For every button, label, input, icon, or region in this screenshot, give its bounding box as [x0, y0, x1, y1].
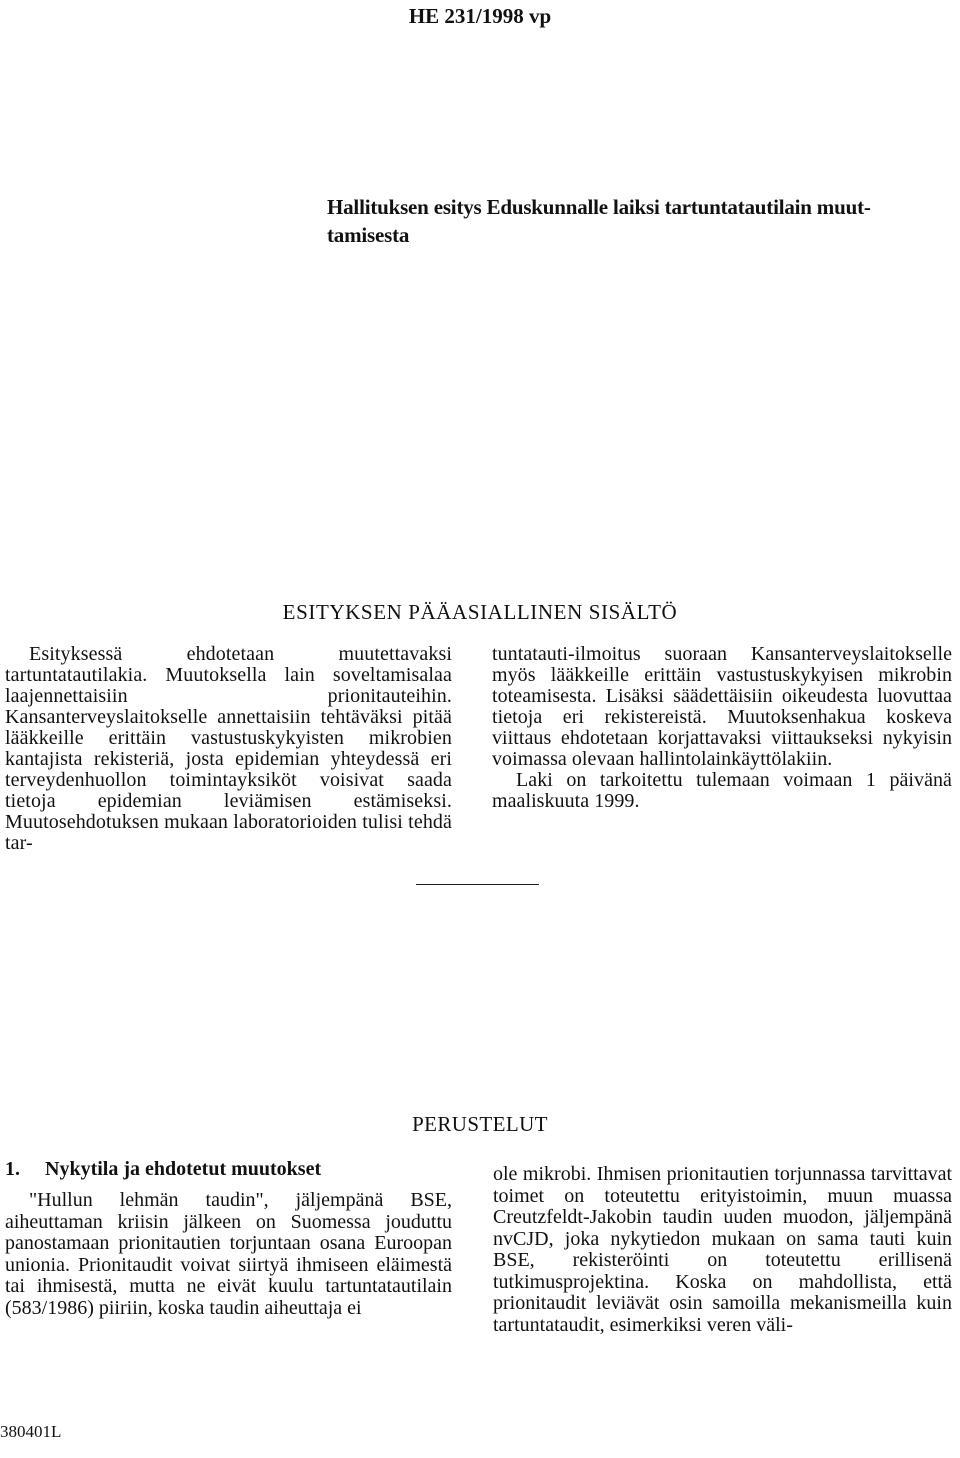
- footer-code: 380401L: [0, 1422, 62, 1441]
- summary-right-paragraph-1: tuntatauti-ilmoitus suoraan Kansanterveyslaitokselle myös lääkkeille erittäin vastustuskykyisen mikrobin toteamisesta. Lisäksi säädettäisiin oikeudesta luovuttaa tietoja eri rekistereistä. Muutoksenhakua koskeva viittaus ehdotetaan korjattavaksi viittaukseksi nykyisin voimassa olevaan hallintolainkäyttölakiin.: [492, 643, 952, 770]
- subsection-number: 1.: [5, 1158, 20, 1180]
- summary-heading: ESITYKSEN PÄÄASIALLINEN SISÄLTÖ: [282, 600, 678, 624]
- perustelut-right-column: [493, 1164, 952, 1336]
- summary-right-column: [492, 644, 952, 812]
- title-line-1: Hallituksen esitys Eduskunnalle laiksi tartuntatautilain muut-: [327, 195, 871, 219]
- subsection-title: Nykytila ja ehdotetut muutokset: [45, 1158, 322, 1180]
- document-title: [327, 193, 955, 249]
- perustelut-left-paragraph: "Hullun lehmän taudin", jäljempänä BSE, aiheuttaman kriisin jälkeen on Suomessa jouduttu panostamaan prionitautien torjuntaan osana Euroopan unionia. Prionitaudit voivat siirtyä ihmiseen eläimestä tai ihmisestä, mutta ne eivät kuulu tartuntatautilain (583/1986) piiriin, koska taudin aiheuttaja ei: [5, 1189, 452, 1319]
- summary-left-paragraph: Esityksessä ehdotetaan muutettavaksi tartuntatautilakia. Muutoksella lain soveltamisalaa laajennettaisiin prionitauteihin. Kansanterveyslaitokselle annettaisiin tehtäväksi pitää lääkkeille erittäin vastustuskykyisten mikrobien kantajista rekisteriä, josta epidemian yhteydessä eri terveydenhuollon toimintayksiköt voisivat saada tietoja epidemian leviämisen estämiseksi. Muutosehdotuksen mukaan laboratorioiden tulisi tehdä tar-: [5, 643, 452, 854]
- subsection-heading: [5, 1156, 452, 1182]
- section-divider: [416, 884, 539, 885]
- perustelut-heading: PERUSTELUT: [412, 1112, 548, 1136]
- title-line-2: tamisesta: [327, 223, 410, 247]
- summary-left-column: [5, 644, 452, 854]
- perustelut-right-paragraph: ole mikrobi. Ihmisen prionitautien torjunnassa tarvittavat toimet on toteutettu erityistoimin, muun muassa Creutzfeldt-Jakobin taudin uuden muodon, jäljempänä nvCJD, joka nykytiedon mukaan on sama tauti kuin BSE, rekisteröinti on toteutettu erillisenä tutkimusprojektina. Koska on mahdollista, että prionitaudit leviävät osin samoilla mekanismeilla kuin tartuntataudit, esimerkiksi veren väli-: [493, 1163, 952, 1336]
- document-id: HE 231/1998 vp: [408, 4, 552, 28]
- summary-right-paragraph-2: Laki on tarkoitettu tulemaan voimaan 1 päivänä maaliskuuta 1999.: [492, 769, 952, 812]
- perustelut-left-column: [5, 1190, 452, 1319]
